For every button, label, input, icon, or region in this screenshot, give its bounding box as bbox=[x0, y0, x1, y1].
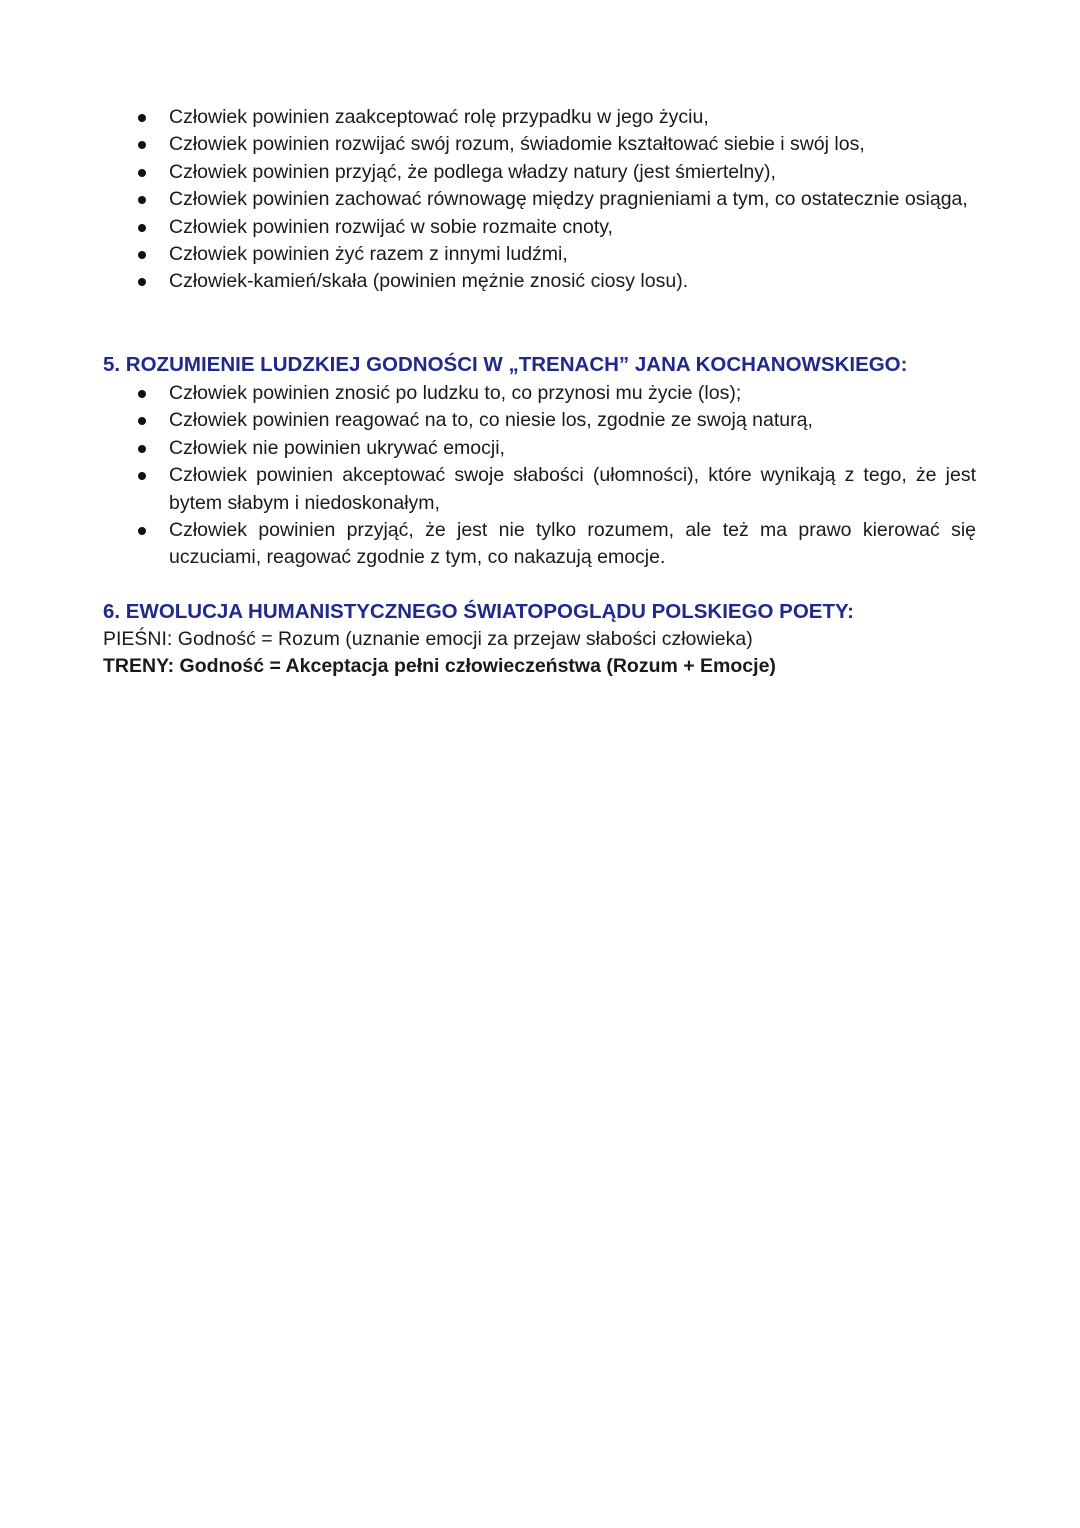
list-item-text: Człowiek-kamień/skała (powinien mężnie znosić ciosy losu). bbox=[169, 270, 689, 293]
bullet-icon bbox=[138, 278, 146, 286]
list-item-text: Człowiek powinien reagować na to, co niesie los, zgodnie ze swoją naturą, bbox=[169, 409, 813, 432]
section-6-heading: 6. EWOLUCJA HUMANISTYCZNEGO ŚWIATOPOGLĄDU POLSKIEGO POETY: bbox=[103, 600, 854, 623]
list-item bbox=[0, 407, 1080, 434]
list-item bbox=[0, 462, 1080, 517]
piesni-summary-line: PIEŚNI: Godność = Rozum (uznanie emocji za przejaw słabości człowieka) bbox=[103, 628, 753, 650]
list-item-text: Człowiek powinien rozwijać w sobie rozmaite cnoty, bbox=[169, 215, 613, 238]
list-item-text: Człowiek powinien przyjąć, że jest nie tylko rozumem, ale też ma prawo kierować się uczuciami, reagować zgodnie z tym, co nakazują emocje. bbox=[169, 519, 976, 569]
list-item bbox=[0, 131, 1080, 158]
bullet-icon bbox=[138, 141, 146, 149]
section-4-bullet-list bbox=[0, 104, 1080, 296]
list-item bbox=[0, 517, 1080, 572]
bullet-icon bbox=[138, 114, 146, 122]
bullet-icon bbox=[138, 196, 146, 204]
bullet-icon bbox=[138, 417, 146, 425]
bullet-icon bbox=[138, 224, 146, 232]
list-item-text: Człowiek nie powinien ukrywać emocji, bbox=[169, 436, 505, 459]
list-item bbox=[0, 380, 1080, 407]
bullet-icon bbox=[138, 527, 146, 535]
list-item-text: Człowiek powinien przyjąć, że podlega władzy natury (jest śmiertelny), bbox=[169, 160, 776, 183]
list-item-text: Człowiek powinien żyć razem z innymi ludźmi, bbox=[169, 243, 568, 266]
list-item-text: Człowiek powinien zachować równowagę między pragnieniami a tym, co ostatecznie osiąga, bbox=[169, 188, 968, 211]
list-item-text: Człowiek powinien zaakceptować rolę przypadku w jego życiu, bbox=[169, 106, 709, 128]
list-item bbox=[0, 159, 1080, 186]
bullet-icon bbox=[138, 445, 146, 453]
list-item-text: Człowiek powinien znosić po ludzku to, co przynosi mu życie (los); bbox=[169, 382, 742, 404]
list-item bbox=[0, 435, 1080, 462]
list-item bbox=[0, 241, 1080, 268]
bullet-icon bbox=[138, 251, 146, 259]
list-item bbox=[0, 214, 1080, 241]
list-item-text: Człowiek powinien rozwijać swój rozum, świadomie kształtować siebie i swój los, bbox=[169, 133, 865, 156]
bullet-icon bbox=[138, 472, 146, 480]
list-item bbox=[0, 268, 1080, 295]
bullet-icon bbox=[138, 169, 146, 177]
section-5-bullet-list bbox=[0, 380, 1080, 572]
list-item bbox=[0, 186, 1080, 213]
list-item bbox=[0, 104, 1080, 131]
section-5-heading: 5. ROZUMIENIE LUDZKIEJ GODNOŚCI W „TRENACH” JANA KOCHANOWSKIEGO: bbox=[103, 353, 908, 376]
bullet-icon bbox=[138, 390, 146, 398]
list-item-text: Człowiek powinien akceptować swoje słabości (ułomności), które wynikają z tego, że jest bytem słabym i niedoskonałym, bbox=[169, 464, 976, 514]
treny-summary-line: TRENY: Godność = Akceptacja pełni człowieczeństwa (Rozum + Emocje) bbox=[103, 655, 776, 677]
